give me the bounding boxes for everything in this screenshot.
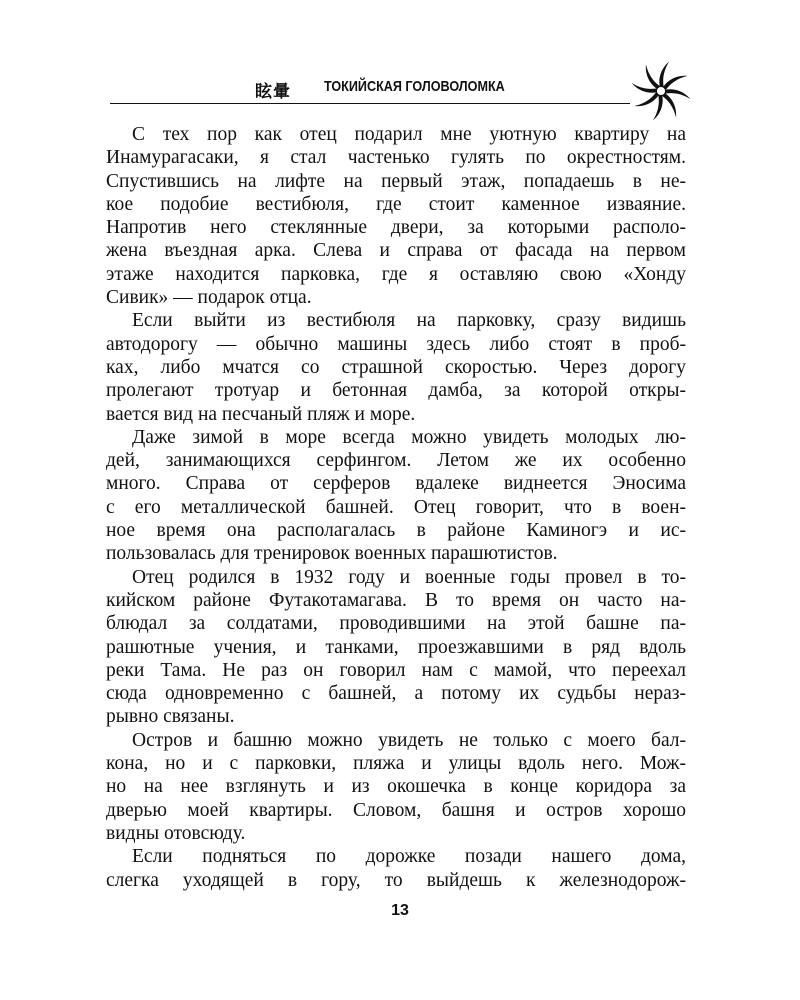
text-line: вается вид на песчаный пляж и море. bbox=[106, 403, 416, 425]
text-line: сюда одновременно с башней, а потому их судьбы нераз- bbox=[106, 683, 686, 705]
text-line: рывно связаны. bbox=[106, 706, 235, 728]
text-line: Если подняться по дорожке позади нашего дома, bbox=[132, 846, 686, 868]
text-line: много. Справа от серферов вдалеке виднеется Эносима bbox=[106, 473, 686, 495]
text-line: кона, но и с парковки, пляжа и улицы вдоль него. Мож- bbox=[106, 753, 686, 775]
text-line: Остров и башню можно увидеть не только с моего бал- bbox=[132, 729, 686, 751]
text-line: но на нее взглянуть и из окошечка в конце коридора за bbox=[106, 776, 686, 798]
text-line: Если выйти из вестибюля на парковку, сразу видишь bbox=[132, 310, 686, 332]
text-line: Спустившись на лифте на первый этаж, попадаешь в не- bbox=[106, 170, 686, 192]
text-line: Напротив него стеклянные двери, за которыми располо- bbox=[106, 217, 686, 239]
page-number: 13 bbox=[391, 902, 409, 919]
text-line: Сивик» — подарок отца. bbox=[106, 287, 312, 309]
book-title: ТОКИЙСКАЯ ГОЛОВОЛОМКА bbox=[324, 78, 505, 95]
spiral-logo-icon bbox=[632, 62, 690, 120]
text-line: пролегают тротуар и бетонная дамба, за которой откры- bbox=[106, 380, 686, 402]
text-line: Инамурагасаки, я стал частенько гулять по окрестностям. bbox=[106, 147, 686, 169]
text-line: дверью моей квартиры. Словом, башня и остров хорошо bbox=[106, 799, 686, 821]
text-line: жена въездная арка. Слева и справа от фасада на первом bbox=[106, 240, 686, 262]
text-line: ках, либо мчатся со страшной скоростью. Через дорогу bbox=[106, 356, 686, 378]
text-line: пользовалась для тренировок военных парашютистов. bbox=[106, 543, 558, 565]
text-line: Отец родился в 1932 году и военные годы провел в то- bbox=[132, 566, 686, 588]
running-header bbox=[110, 68, 690, 110]
text-line: видны отовсюду. bbox=[106, 822, 246, 844]
header-kanji: 眩暈 bbox=[255, 82, 291, 102]
text-line: блюдал за солдатами, проводившими на этой башне па- bbox=[106, 613, 686, 635]
header-rule bbox=[110, 103, 630, 104]
text-line: слегка уходящей в гору, то выйдешь к железнодорож- bbox=[106, 869, 686, 891]
text-line: автодорогу — обычно машины здесь либо стоят в проб- bbox=[106, 333, 686, 355]
text-line: дей, занимающихся серфингом. Летом же их особенно bbox=[106, 450, 686, 472]
text-line: ное время она располагалась в районе Каминогэ и ис- bbox=[106, 520, 686, 542]
text-line: С тех пор как отец подарил мне уютную квартиру на bbox=[132, 124, 686, 145]
text-line: кое подобие вестибюля, где стоит каменное изваяние. bbox=[106, 193, 686, 215]
body-text bbox=[106, 123, 686, 892]
text-line: реки Тама. Не раз он говорил нам с мамой, что переехал bbox=[106, 659, 686, 681]
text-line: рашютные учения, и танками, проезжавшими в ряд вдоль bbox=[106, 636, 686, 658]
text-line: кийском районе Футакотамагава. В то время он часто на- bbox=[106, 589, 686, 611]
text-line: Даже зимой в море всегда можно увидеть молодых лю- bbox=[132, 426, 686, 448]
text-line: этаже находится парковка, где я оставляю свою «Хонду bbox=[106, 263, 686, 285]
text-line: с его металлической башней. Отец говорит, что в воен- bbox=[106, 496, 686, 518]
